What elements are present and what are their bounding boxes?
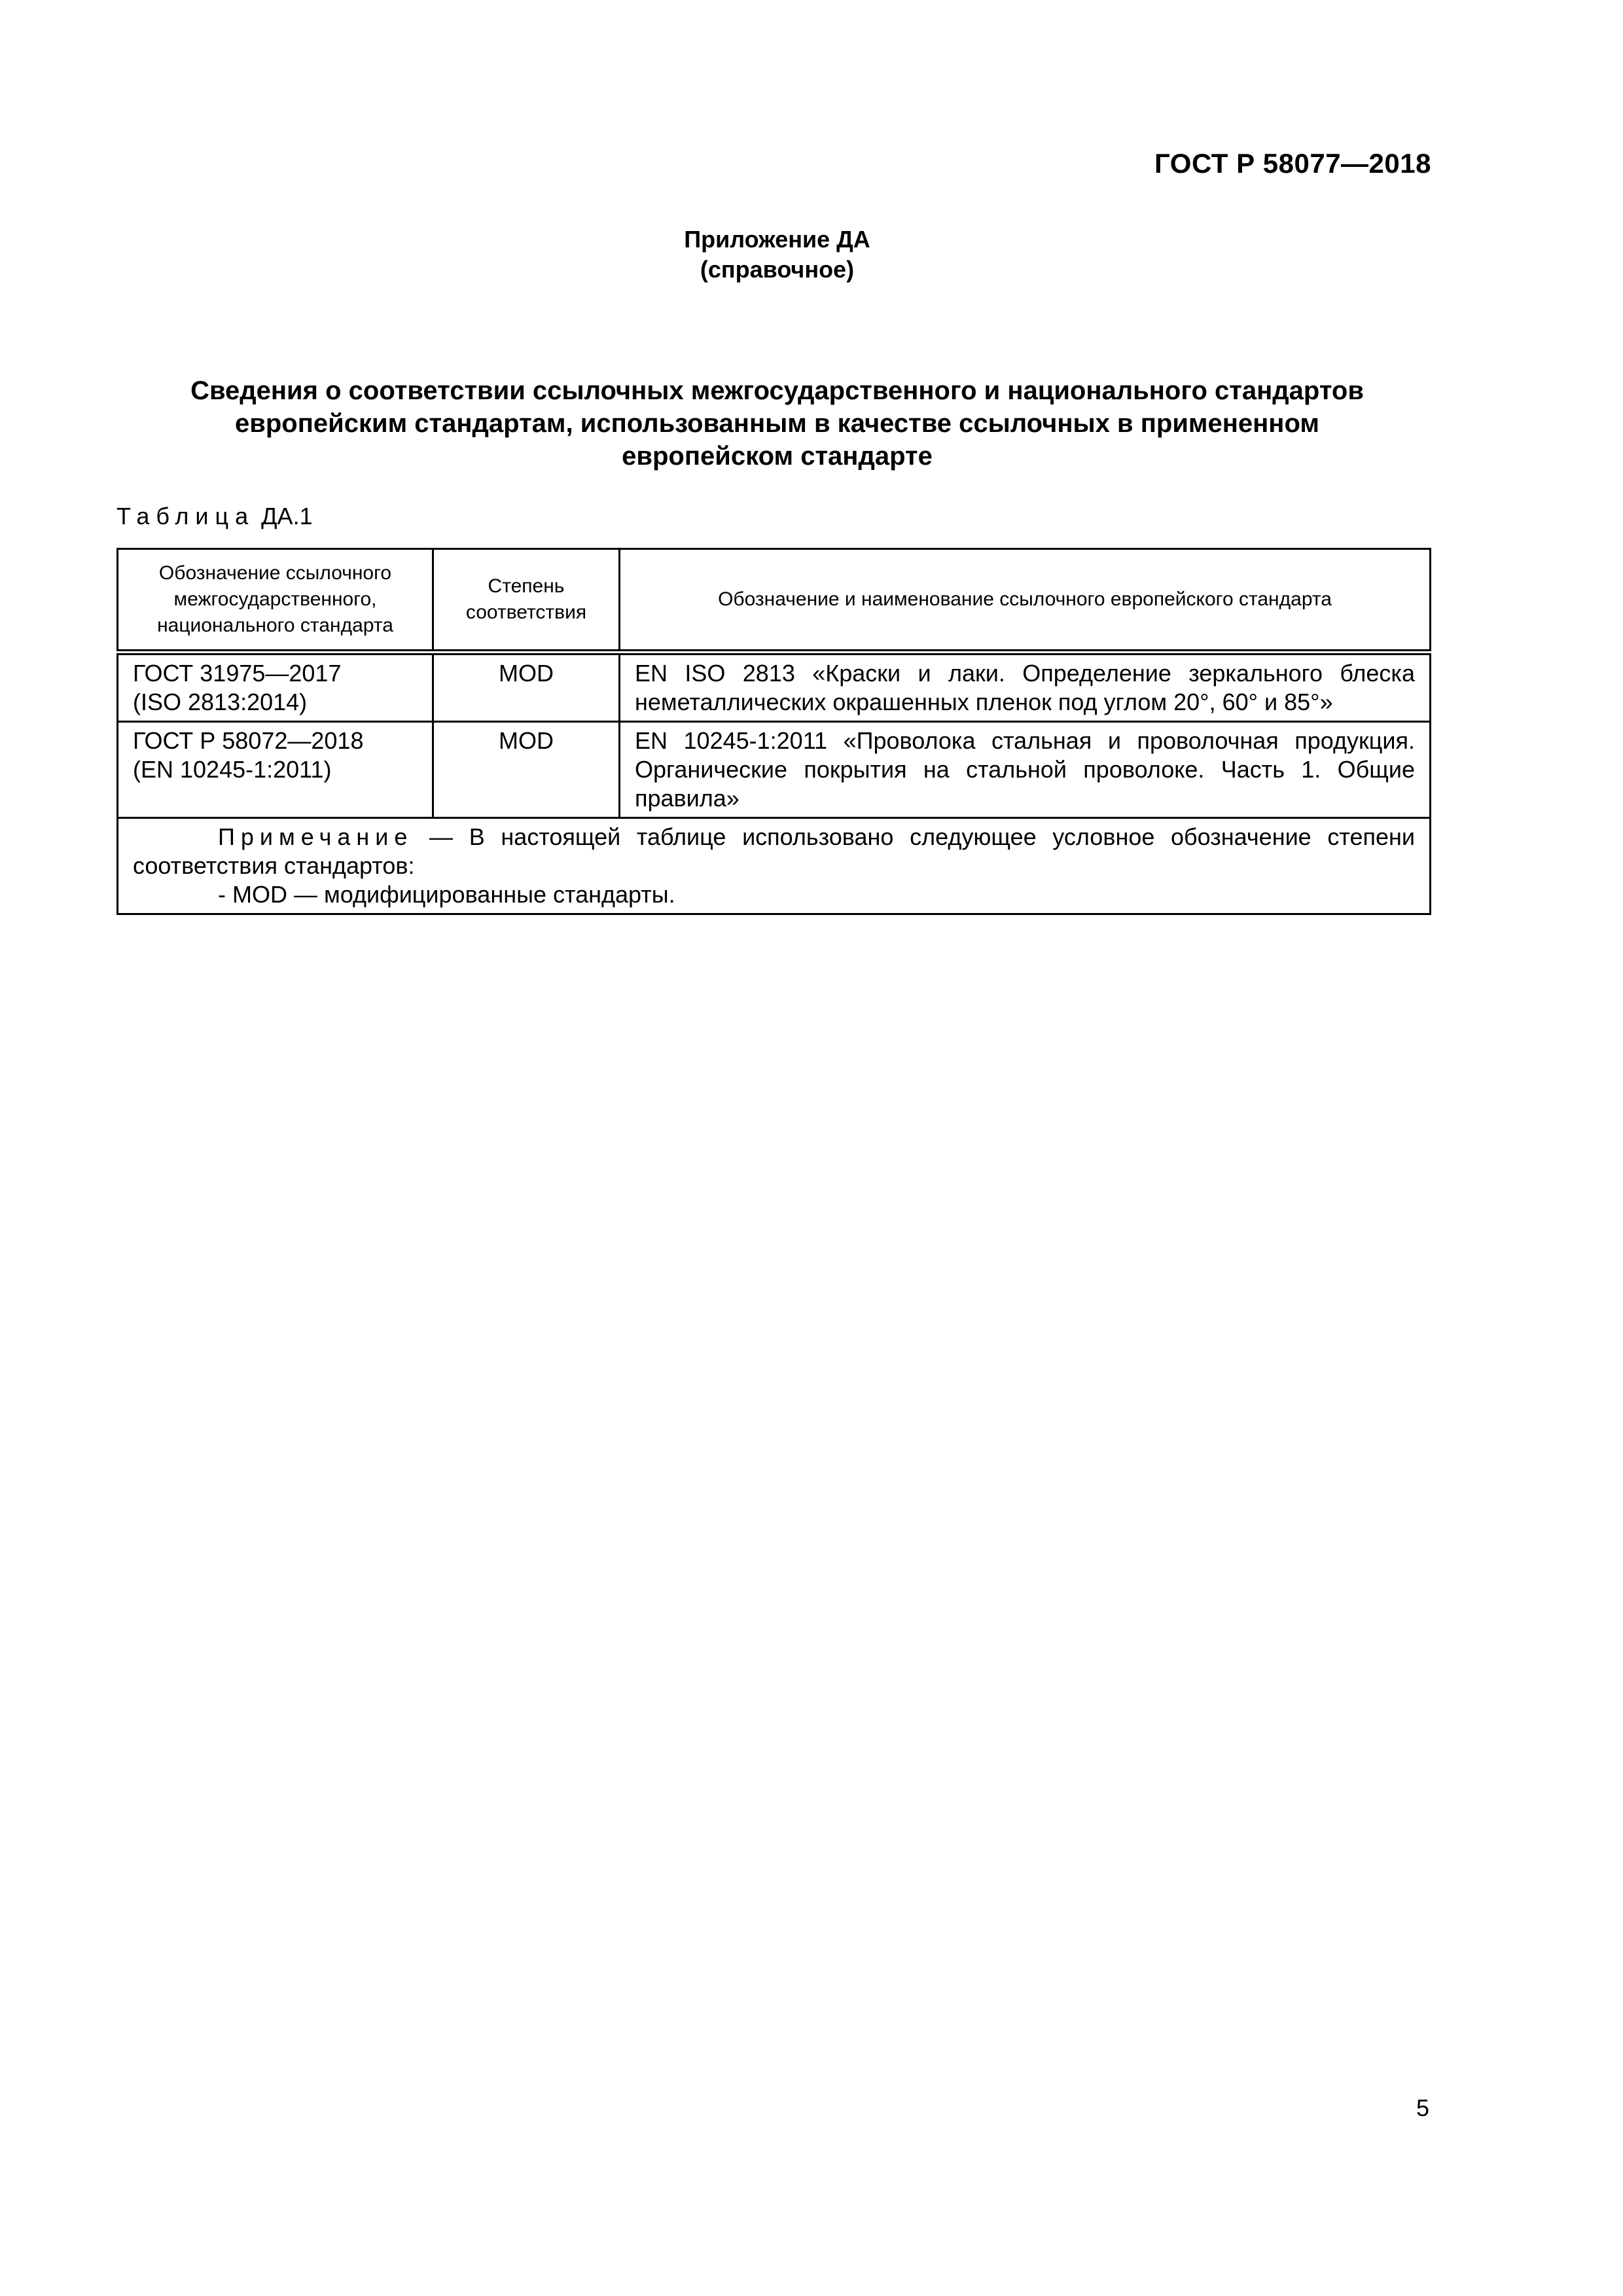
- heading-line: европейском стандарте: [622, 442, 933, 471]
- degree-cell: MOD: [433, 722, 620, 818]
- note-text: — В настоящей таблице использовано следующее условное обозначение степени соответствия стандартов:: [133, 823, 1415, 879]
- standard-cell: [118, 653, 433, 722]
- heading-line: Сведения о соответствии ссылочных межгосударственного и национального стандартов: [190, 376, 1364, 405]
- appendix-header: [0, 224, 1554, 285]
- standard-cell: [118, 722, 433, 818]
- standard-equivalent: (EN 10245-1:2011): [133, 756, 332, 783]
- standard-equivalent: (ISO 2813:2014): [133, 689, 308, 715]
- standard-code: ГОСТ 31975—2017: [133, 660, 342, 687]
- table-caption-number: ДА.1: [261, 503, 313, 529]
- column-header: Степень соответствия: [433, 549, 620, 653]
- standard-code: ГОСТ Р 58072—2018: [133, 727, 364, 754]
- table-note: [118, 818, 1431, 914]
- table-caption: [116, 503, 313, 530]
- table-row: [118, 722, 1431, 818]
- table-note-row: [118, 818, 1431, 914]
- appendix-type: (справочное): [700, 256, 855, 283]
- table-caption-word: Таблица: [116, 503, 255, 529]
- document-code: ГОСТ Р 58077—2018: [1154, 148, 1431, 179]
- note-item: - MOD — модифицированные стандарты.: [218, 881, 675, 908]
- degree-cell: MOD: [433, 653, 620, 722]
- column-header: Обозначение ссылочного межгосударственного, национального стандарта: [118, 549, 433, 653]
- column-header: Обозначение и наименование ссылочного европейского стандарта: [620, 549, 1431, 653]
- appendix-title: Приложение ДА: [684, 226, 870, 253]
- table-row: [118, 653, 1431, 722]
- note-label: Примечание: [218, 823, 414, 850]
- page-number: 5: [1416, 2094, 1429, 2121]
- heading-line: европейским стандартам, использованным в качестве ссылочных в примененном: [235, 409, 1319, 438]
- appendix-heading: [0, 374, 1554, 473]
- european-standard-cell: EN ISO 2813 «Краски и лаки. Определение зеркального блеска неметаллических окрашенных пленок под углом 20°, 60° и 85°»: [620, 653, 1431, 722]
- correspondence-table: [116, 548, 1431, 915]
- table-header-row: [118, 549, 1431, 653]
- european-standard-cell: EN 10245-1:2011 «Проволока стальная и проволочная продукция. Органические покрытия на стальной проволоке. Часть 1. Общие правила»: [620, 722, 1431, 818]
